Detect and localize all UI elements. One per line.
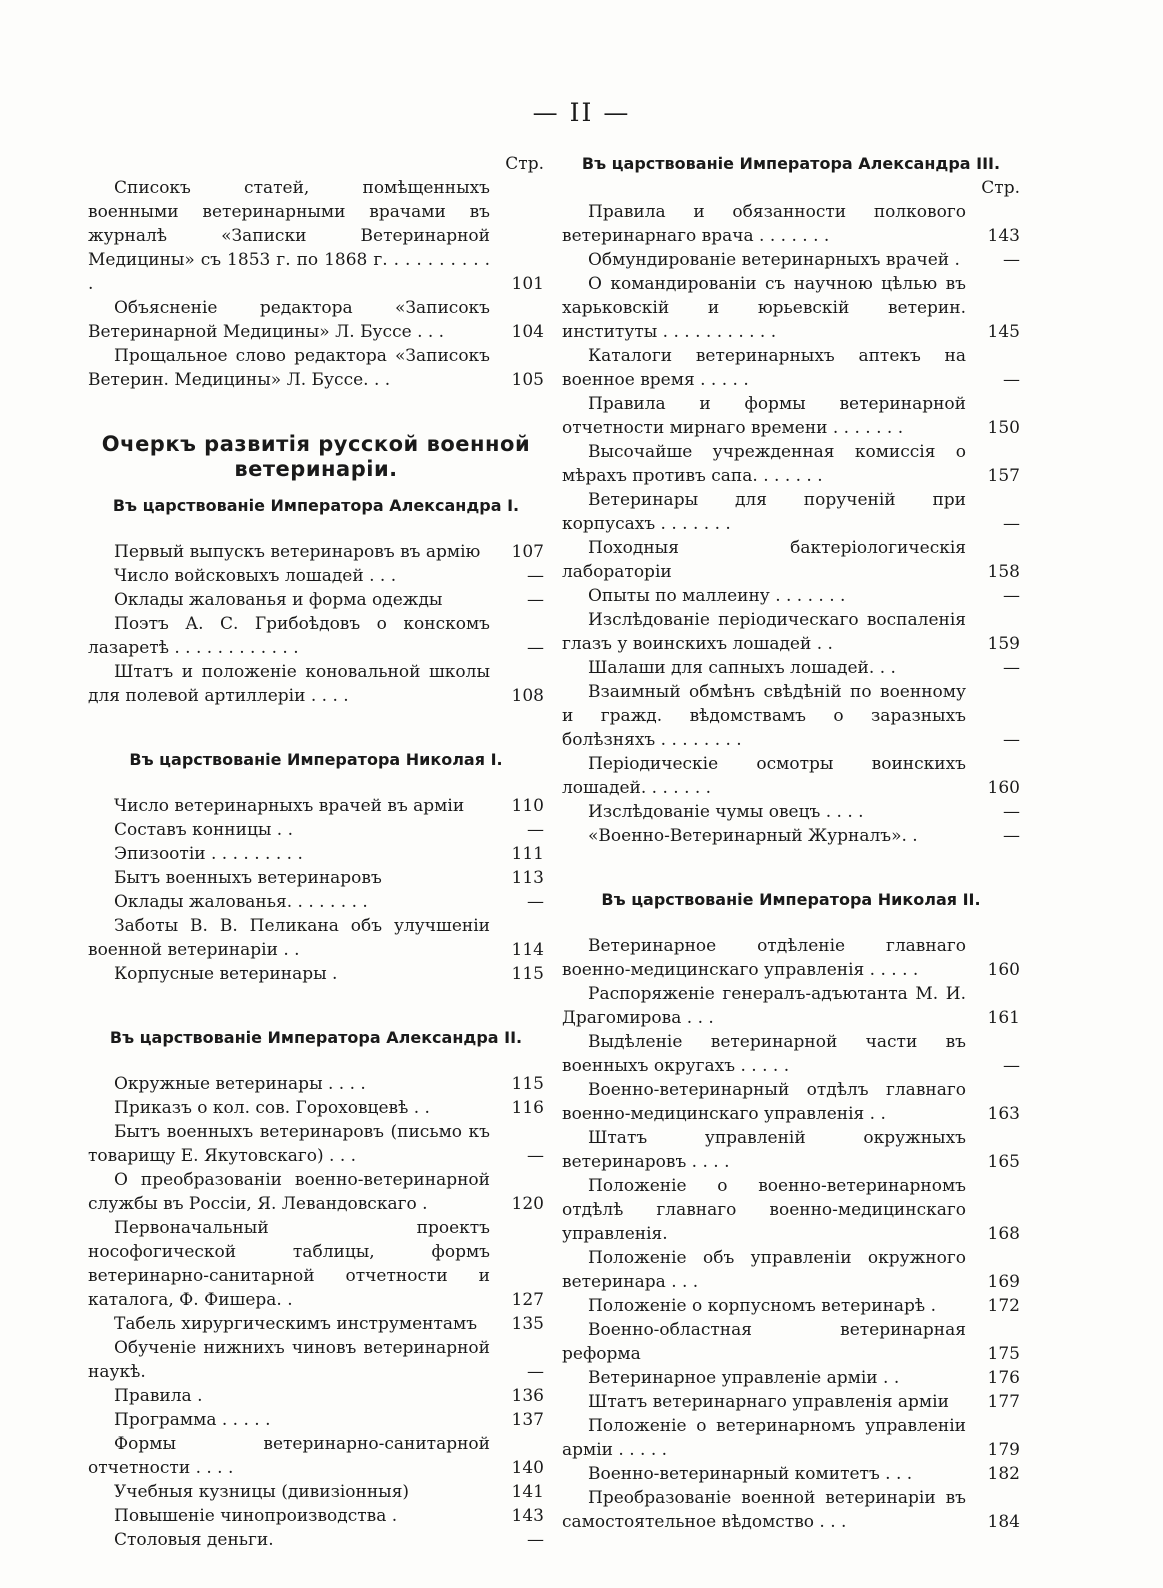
toc-entry-page: 184 — [987, 1512, 1020, 1532]
toc-entry — [88, 1408, 544, 1432]
toc-entry-title: Окружные ветеринары . . . . — [114, 1074, 366, 1094]
section-heading: Въ царствованіе Императора Александра I. — [112, 496, 520, 515]
toc-entry-page: — — [1003, 802, 1020, 822]
toc-entry-title: Прощальное слово редактора «Записокъ Ветерин. Медицины» Л. Буссе. . . — [88, 346, 490, 390]
toc-entry-page: 115 — [511, 1074, 544, 1094]
toc-entry — [88, 890, 544, 914]
essay-title: Очеркъ развитія русской военной ветеринаріи. — [101, 432, 531, 481]
toc-entry-title: Военно-ветеринарный отдѣлъ главнаго военно-медицинскаго управленія . . — [562, 1080, 966, 1124]
toc-entry-page: — — [1003, 1056, 1020, 1076]
section-heading: Въ царствованіе Императора Николая II. — [601, 890, 981, 909]
toc-entry — [88, 1432, 544, 1480]
toc-entry-title: Заботы В. В. Пеликана объ улучшеніи военной ветеринаріи . . — [88, 916, 490, 960]
toc-entry — [562, 1318, 1020, 1366]
toc-entry — [562, 608, 1020, 656]
toc-entry-page: 136 — [511, 1386, 544, 1406]
toc-entry — [562, 800, 1020, 824]
section-heading: Въ царствованіе Императора Александра II. — [109, 1028, 523, 1047]
toc-entry-page: 168 — [987, 1224, 1020, 1244]
toc-entry — [562, 440, 1020, 488]
toc-entry-page: 143 — [987, 226, 1020, 246]
toc-entry-title: «Военно-Ветеринарный Журналъ». . — [588, 826, 918, 846]
toc-entry-title: Число войсковыхъ лошадей . . . — [114, 566, 397, 586]
page-number: — II — — [532, 98, 631, 127]
toc-entry — [562, 934, 1020, 982]
toc-entry — [88, 612, 544, 660]
toc-entry-title: Правила и формы ветеринарной отчетности мирнаго времени . . . . . . . — [562, 394, 966, 438]
toc-entry — [88, 1336, 544, 1384]
toc-entry-page: 172 — [987, 1296, 1020, 1316]
toc-entry — [562, 824, 1020, 848]
toc-entry-title: Ветеринарное отдѣленіе главнаго военно-медицинскаго управленія . . . . . — [562, 936, 966, 980]
toc-entry-page: 105 — [511, 370, 544, 390]
toc-entry-title: Программа . . . . . — [114, 1410, 271, 1430]
page-column-label: Стр. — [981, 178, 1020, 198]
toc-entry-page: 169 — [987, 1272, 1020, 1292]
toc-entry — [562, 248, 1020, 272]
toc-entry-title: Ветеринары для порученій при корпусахъ . . . . . . . — [562, 490, 966, 534]
toc-entry-page: 115 — [511, 964, 544, 984]
toc-entry-page: — — [1003, 250, 1020, 270]
toc-entry-page: 141 — [511, 1482, 544, 1502]
toc-entry — [88, 1528, 544, 1552]
toc-entry-page: 107 — [511, 542, 544, 562]
toc-entry — [562, 1414, 1020, 1462]
toc-entry — [562, 200, 1020, 248]
toc-entry — [88, 914, 544, 962]
toc-entry-page: 161 — [987, 1008, 1020, 1028]
toc-entry-title: Высочайше учрежденная комиссія о мѣрахъ противъ сапа. . . . . . . — [562, 442, 966, 486]
toc-entry-title: Періодическіе осмотры воинскихъ лошадей. . . . . . . — [562, 754, 966, 798]
toc-entry-page: — — [527, 892, 544, 912]
toc-entry — [562, 1486, 1020, 1534]
toc-entry-page: 175 — [987, 1344, 1020, 1364]
toc-entry-page: — — [1003, 730, 1020, 750]
toc-entry-title: Военно-ветеринарный комитетъ . . . — [588, 1464, 913, 1484]
toc-entry — [562, 1078, 1020, 1126]
toc-entry — [88, 1312, 544, 1336]
toc-entry — [88, 564, 544, 588]
toc-entry-page: 114 — [511, 940, 544, 960]
section-heading: Въ царствованіе Императора Николая I. — [129, 750, 503, 769]
toc-entry-title: Опыты по маллеину . . . . . . . — [588, 586, 846, 606]
toc-entry-title: Списокъ статей, помѣщенныхъ военными ветеринарными врачами въ журналѣ «Записки Ветеринарной Медицины» съ 1853 г. по 1868 г. . . . . . . . . . . — [88, 178, 490, 294]
left-sections — [88, 482, 544, 1552]
toc-entry-page: 160 — [987, 960, 1020, 980]
toc-entry-title: Каталоги ветеринарныхъ аптекъ на военное время . . . . . — [562, 346, 966, 390]
toc-entry — [562, 752, 1020, 800]
toc-entry-page: 140 — [511, 1458, 544, 1478]
toc-entry — [88, 866, 544, 890]
toc-entry-page: 110 — [511, 796, 544, 816]
section-heading: Въ царствованіе Императора Александра III. — [581, 154, 1001, 173]
toc-entry-title: Эпизоотіи . . . . . . . . . — [114, 844, 303, 864]
toc-entry-page: 127 — [511, 1290, 544, 1310]
toc-entry-title: Оклады жалованья. . . . . . . . — [114, 892, 368, 912]
toc-entry-page: 137 — [511, 1410, 544, 1430]
toc-entry-title: Штатъ управленій окружныхъ ветеринаровъ . . . . — [562, 1128, 966, 1172]
intro-entries — [88, 176, 544, 392]
toc-entry-page: 160 — [987, 778, 1020, 798]
toc-entry — [88, 1480, 544, 1504]
right-column — [562, 152, 1020, 1534]
toc-entry — [562, 1294, 1020, 1318]
toc-entry-page: 101 — [511, 274, 544, 294]
toc-entry — [562, 1246, 1020, 1294]
toc-entry — [562, 982, 1020, 1030]
toc-entry-title: Корпусные ветеринары . — [114, 964, 338, 984]
toc-entry — [88, 842, 544, 866]
toc-entry — [88, 1168, 544, 1216]
toc-entry — [88, 176, 544, 296]
toc-entry-title: Взаимный обмѣнъ свѣдѣній по военному и гражд. вѣдомствамъ о заразныхъ болѣзняхъ . . . . . . . . — [562, 682, 966, 750]
toc-entry — [88, 1072, 544, 1096]
toc-entry-title: Учебныя кузницы (дивизіонныя) — [114, 1482, 410, 1502]
toc-entry-page: — — [527, 590, 544, 610]
toc-entry — [562, 656, 1020, 680]
toc-entry-title: Штатъ ветеринарнаго управленія арміи — [588, 1392, 949, 1412]
toc-entry-title: Изслѣдованіе чумы овецъ . . . . — [588, 802, 864, 822]
toc-entry-title: Бытъ военныхъ ветеринаровъ (письмо къ товарищу Е. Якутовскаго) . . . — [88, 1122, 490, 1166]
toc-entry-page: 165 — [987, 1152, 1020, 1172]
toc-entry — [562, 536, 1020, 584]
toc-entry-title: Ветеринарное управленіе арміи . . — [588, 1368, 900, 1388]
toc-entry — [562, 344, 1020, 392]
toc-entry-title: Приказъ о кол. сов. Гороховцевѣ . . — [114, 1098, 430, 1118]
toc-entry-title: Штатъ и положеніе коновальной школы для полевой артиллеріи . . . . — [88, 662, 490, 706]
toc-entry-title: Поэтъ А. С. Грибоѣдовъ о конскомъ лазаретѣ . . . . . . . . . . . . — [88, 614, 490, 658]
toc-entry-page: — — [1003, 370, 1020, 390]
left-column — [88, 152, 544, 1552]
toc-entry — [88, 344, 544, 392]
toc-entry-page: — — [527, 566, 544, 586]
toc-entry-title: Походныя бактеріологическія лабораторіи — [562, 538, 966, 582]
toc-entry-page: 159 — [987, 634, 1020, 654]
toc-entry — [88, 962, 544, 986]
toc-entry — [88, 1384, 544, 1408]
toc-entry-page: — — [527, 638, 544, 658]
toc-entry — [562, 680, 1020, 752]
toc-entry — [88, 296, 544, 344]
toc-entry-title: Объясненіе редактора «Записокъ Ветеринарной Медицины» Л. Буссе . . . — [88, 298, 490, 342]
toc-entry-title: Повышеніе чинопроизводства . — [114, 1506, 398, 1526]
toc-entry-title: Обученіе нижнихъ чиновъ ветеринарной наукѣ. — [88, 1338, 490, 1382]
toc-entry — [88, 1216, 544, 1312]
toc-entry-page: 111 — [511, 844, 544, 864]
toc-entry-page: — — [1003, 514, 1020, 534]
toc-entry-page: — — [527, 820, 544, 840]
toc-entry-title: Формы ветеринарно-санитарной отчетности . . . . — [88, 1434, 490, 1478]
toc-entry — [88, 540, 544, 564]
toc-entry — [562, 584, 1020, 608]
toc-entry-title: Бытъ военныхъ ветеринаровъ — [114, 868, 382, 888]
toc-entry — [562, 1174, 1020, 1246]
toc-entry — [562, 1126, 1020, 1174]
toc-entry — [562, 1030, 1020, 1078]
toc-entry — [88, 1096, 544, 1120]
toc-entry-title: Первоначальный проектъ нософогической таблицы, формъ ветеринарно-санитарной отчетности и каталога, Ф. Фишера. . — [88, 1218, 490, 1310]
toc-entry-page: 104 — [511, 322, 544, 342]
toc-entry — [562, 1462, 1020, 1486]
toc-entry — [562, 1366, 1020, 1390]
toc-entry-page: 177 — [987, 1392, 1020, 1412]
toc-entry-page: 120 — [511, 1194, 544, 1214]
toc-entry — [88, 660, 544, 708]
toc-entry-page: 157 — [987, 466, 1020, 486]
toc-entry-page: 145 — [987, 322, 1020, 342]
toc-entry — [562, 488, 1020, 536]
toc-entry-page: 158 — [987, 562, 1020, 582]
toc-entry-page: 150 — [987, 418, 1020, 438]
toc-entry-title: О преобразованіи военно-ветеринарной службы въ Россіи, Я. Левандовскаго . — [88, 1170, 490, 1214]
toc-entry-page: — — [1003, 826, 1020, 846]
toc-entry-title: Оклады жалованья и форма одежды — [114, 590, 443, 610]
toc-entry-page: 116 — [511, 1098, 544, 1118]
toc-entry-title: Положеніе о корпусномъ ветеринарѣ . — [588, 1296, 936, 1316]
toc-entry-page: 182 — [987, 1464, 1020, 1484]
toc-entry-page: — — [527, 1362, 544, 1382]
page-column-label: Стр. — [505, 154, 544, 174]
toc-entry-title: Распоряженіе генералъ-адъютанта М. И. Драгомирова . . . — [562, 984, 966, 1028]
toc-entry-title: Положеніе о ветеринарномъ управленіи арміи . . . . . — [562, 1416, 966, 1460]
toc-entry-title: Первый выпускъ ветеринаровъ въ армію — [114, 542, 481, 562]
toc-entry-title: Военно-областная ветеринарная реформа — [562, 1320, 966, 1364]
toc-entry-page: 143 — [511, 1506, 544, 1526]
right-sections — [562, 152, 1020, 1534]
toc-entry-page: — — [1003, 586, 1020, 606]
toc-entry-title: Составъ конницы . . — [114, 820, 294, 840]
toc-entry-title: Преобразованіе военной ветеринаріи въ самостоятельное вѣдомство . . . — [562, 1488, 966, 1532]
toc-entry — [562, 272, 1020, 344]
toc-entry-title: Табель хирургическимъ инструментамъ — [114, 1314, 478, 1334]
toc-entry-title: Положеніе о военно-ветеринарномъ отдѣлѣ главнаго военно-медицинскаго управленія. — [562, 1176, 966, 1244]
toc-entry-title: Правила и обязанности полкового ветеринарнаго врача . . . . . . . — [562, 202, 966, 246]
toc-entry-title: Изслѣдованіе періодическаго воспаленія глазъ у воинскихъ лошадей . . — [562, 610, 966, 654]
toc-entry-page: 163 — [987, 1104, 1020, 1124]
toc-entry-page: 113 — [511, 868, 544, 888]
toc-entry-title: Правила . — [114, 1386, 203, 1406]
toc-entry-page: — — [527, 1146, 544, 1166]
toc-entry-title: Шалаши для сапныхъ лошадей. . . — [588, 658, 896, 678]
toc-entry — [88, 1504, 544, 1528]
toc-entry-page: — — [527, 1530, 544, 1550]
toc-entry-title: Число ветеринарныхъ врачей въ арміи — [114, 796, 465, 816]
toc-entry-title: О командированіи съ научною цѣлью въ харьковскій и юрьевскій ветерин. институты . . . . . . . . . . . — [562, 274, 966, 342]
toc-entry-page: 179 — [987, 1440, 1020, 1460]
toc-entry — [88, 818, 544, 842]
toc-entry-title: Обмундированіе ветеринарныхъ врачей . — [588, 250, 960, 270]
toc-entry — [88, 588, 544, 612]
toc-entry — [562, 392, 1020, 440]
toc-entry-page: — — [1003, 658, 1020, 678]
toc-entry — [88, 1120, 544, 1168]
toc-entry-page: 108 — [511, 686, 544, 706]
toc-entry — [562, 1390, 1020, 1414]
toc-entry-title: Столовыя деньги. — [114, 1530, 274, 1550]
toc-entry — [88, 794, 544, 818]
toc-entry-title: Выдѣленіе ветеринарной части въ военныхъ округахъ . . . . . — [562, 1032, 966, 1076]
toc-entry-page: 135 — [511, 1314, 544, 1334]
toc-entry-page: 176 — [987, 1368, 1020, 1388]
toc-entry-title: Положеніе объ управленіи окружного ветеринара . . . — [562, 1248, 966, 1292]
